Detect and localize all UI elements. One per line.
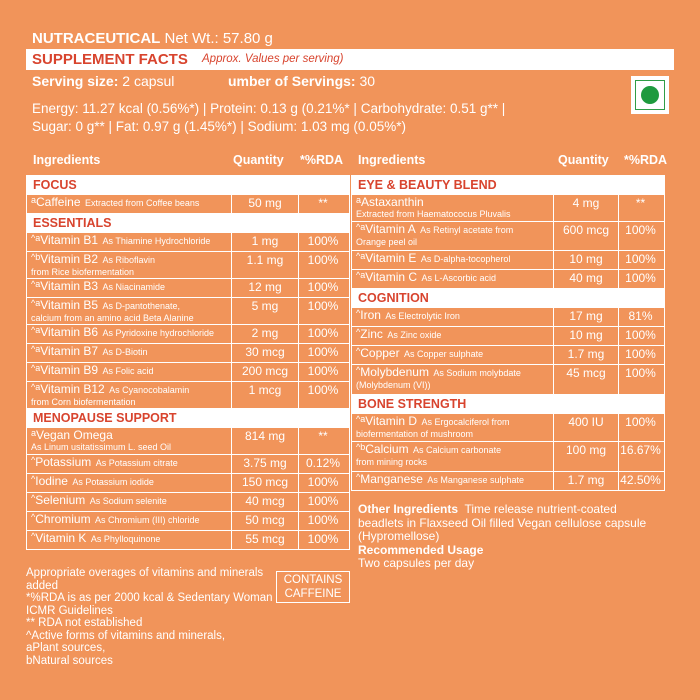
quantity-cell: 12 mg bbox=[232, 279, 299, 297]
table-row bbox=[352, 195, 664, 222]
supplement-facts-bar bbox=[26, 49, 674, 70]
ingredient-note: As Phylloquinone bbox=[90, 534, 161, 544]
source-marker: ^ bbox=[356, 308, 361, 318]
ingredient-name: Iodine bbox=[35, 474, 68, 488]
table-row bbox=[352, 472, 664, 491]
rda-cell: 100% bbox=[307, 494, 339, 508]
rda-cell: 100% bbox=[307, 383, 339, 397]
table-row bbox=[27, 279, 349, 298]
ingredient-note: As Thiamine Hydrochloride bbox=[102, 236, 211, 246]
ingredient-name: Vitamin C bbox=[365, 270, 418, 284]
source-marker: ^b bbox=[31, 252, 41, 262]
ingredient-cell bbox=[352, 414, 554, 441]
table-row bbox=[352, 251, 664, 270]
ingredient-name: Vitamin B6 bbox=[40, 325, 99, 339]
quantity-cell: 10 mg bbox=[554, 251, 619, 269]
source-marker: ^ bbox=[31, 493, 36, 503]
ingredient-cell bbox=[352, 442, 554, 471]
quantity-cell: 1.7 mg bbox=[554, 346, 619, 364]
rda-cell: 100% bbox=[307, 475, 339, 489]
ingredient-cell bbox=[352, 327, 554, 345]
table-row bbox=[352, 327, 664, 346]
ingredient-name: Vitamin B12 bbox=[40, 382, 105, 396]
table-row bbox=[27, 195, 349, 214]
brand-name: NUTRACEUTICAL bbox=[32, 30, 161, 47]
source-marker: ^a bbox=[31, 344, 41, 354]
section-heading: COGNITION bbox=[352, 289, 664, 308]
rda-cell: 100% bbox=[307, 253, 339, 267]
table-row bbox=[352, 222, 664, 251]
other-ingredients bbox=[358, 503, 658, 571]
quantity-cell: 5 mg bbox=[232, 298, 299, 324]
ingredient-note: As Folic acid bbox=[102, 366, 154, 376]
quantity-cell: 45 mcg bbox=[554, 365, 619, 394]
product-header bbox=[32, 30, 273, 47]
ingredient-note: As Retinyl acetate from bbox=[420, 225, 514, 235]
quantity-cell: 40 mg bbox=[554, 270, 619, 288]
ingredient-cell bbox=[352, 251, 554, 269]
source-marker: ^b bbox=[356, 442, 366, 452]
source-marker: ^a bbox=[31, 325, 41, 335]
ingredient-cell bbox=[27, 428, 232, 454]
ingredient-note: As Riboflavin bbox=[102, 255, 156, 265]
rda-cell: 100% bbox=[625, 415, 656, 429]
ingredient-name: Vegan Omega bbox=[36, 428, 113, 442]
table-row bbox=[352, 442, 664, 472]
ingredient-name: Vitamin A bbox=[365, 222, 416, 236]
ingredient-note: As Ergocalciferol from bbox=[421, 417, 510, 427]
section-heading: ESSENTIALS bbox=[27, 214, 349, 233]
ingredient-note-2: calcium from an amino acid Beta Alanine bbox=[31, 313, 194, 323]
ingredient-name: Vitamin B3 bbox=[40, 279, 99, 293]
ingredient-name: Astaxanthin bbox=[361, 195, 424, 209]
rda-cell: 100% bbox=[307, 532, 339, 546]
ingredient-cell bbox=[27, 344, 232, 362]
table-row bbox=[27, 531, 349, 550]
ingredient-name: Vitamin K bbox=[35, 531, 87, 545]
rda-cell: 16.67% bbox=[620, 443, 661, 457]
rda-cell: 100% bbox=[625, 347, 656, 361]
section-heading: FOCUS bbox=[27, 176, 349, 195]
ingredient-name: Zinc bbox=[360, 327, 383, 341]
serving-size-value: 2 capsul bbox=[122, 73, 175, 89]
table-row bbox=[27, 493, 349, 512]
quantity-cell: 814 mg bbox=[232, 428, 299, 454]
ingredient-name: Vitamin B9 bbox=[40, 363, 99, 377]
quantity-cell: 30 mcg bbox=[232, 344, 299, 362]
table-row bbox=[27, 512, 349, 531]
ingredient-note-2: As Linum usitatissimum L. seed Oil bbox=[31, 442, 172, 452]
serving-size-label: Serving size: bbox=[32, 73, 119, 89]
source-marker: ^a bbox=[356, 414, 366, 424]
ingredient-note-2: from Corn biofermentation bbox=[31, 397, 136, 407]
rda-cell: 100% bbox=[307, 513, 339, 527]
left-col-quantity: Quantity bbox=[233, 153, 284, 167]
quantity-cell: 1.1 mg bbox=[232, 252, 299, 278]
table-row bbox=[27, 428, 349, 455]
quantity-cell: 4 mg bbox=[554, 195, 619, 221]
quantity-cell: 10 mg bbox=[554, 327, 619, 345]
source-marker: a bbox=[356, 195, 362, 205]
other-ingredients-text: Time release nutrient-coated beadlets in Flaxseed Oil filled Vegan cellulose capsule (Hypromellose) bbox=[358, 502, 647, 543]
source-marker: ^a bbox=[31, 382, 41, 392]
ingredient-note: As D-pantothenate, bbox=[102, 301, 181, 311]
source-marker: ^ bbox=[31, 474, 36, 484]
rda-cell: 100% bbox=[625, 366, 656, 380]
table-row bbox=[27, 474, 349, 493]
source-marker: ^ bbox=[31, 531, 36, 541]
footnote: aPlant sources, bbox=[26, 642, 106, 654]
supplement-facts-subtitle: Approx. Values per serving) bbox=[202, 53, 344, 65]
vegetarian-mark-icon bbox=[631, 76, 669, 114]
rda-cell: 100% bbox=[625, 271, 656, 285]
other-ingredients-label: Other Ingredients bbox=[358, 502, 459, 516]
ingredient-name: Vitamin E bbox=[365, 251, 417, 265]
ingredient-name: Molybdenum bbox=[360, 365, 429, 379]
section-heading: BONE STRENGTH bbox=[352, 395, 664, 414]
rda-cell: 100% bbox=[307, 326, 339, 340]
quantity-cell: 1 mcg bbox=[232, 382, 299, 408]
quantity-cell: 600 mcg bbox=[554, 222, 619, 250]
ingredient-note: As Manganese sulphate bbox=[427, 475, 524, 485]
source-marker: ^a bbox=[31, 233, 41, 243]
ingredient-cell bbox=[27, 474, 232, 492]
quantity-cell: 400 IU bbox=[554, 414, 619, 441]
quantity-cell: 50 mg bbox=[232, 195, 299, 213]
ingredient-note-2: Extracted from Haematococus Pluvalis bbox=[356, 209, 511, 219]
ingredient-note: Extracted from Coffee beans bbox=[84, 198, 200, 208]
source-marker: a bbox=[31, 428, 37, 438]
ingredient-cell bbox=[27, 512, 232, 530]
rda-cell: 81% bbox=[628, 309, 653, 323]
right-col-rda: *%RDA bbox=[624, 153, 668, 167]
ingredient-cell bbox=[352, 308, 554, 326]
rda-cell: 100% bbox=[307, 299, 339, 313]
ingredient-name: Vitamin D bbox=[365, 414, 418, 428]
ingredient-name: Caffeine bbox=[36, 195, 81, 209]
rda-cell: 100% bbox=[307, 364, 339, 378]
footnote: *%RDA is as per 2000 kcal & Sedentary Woman ICMR Guidelines bbox=[26, 592, 273, 617]
ingredient-note: As Calcium carbonate bbox=[413, 445, 502, 455]
quantity-cell: 1 mg bbox=[232, 233, 299, 251]
quantity-cell: 1.7 mg bbox=[554, 472, 619, 490]
net-weight: Net Wt.: 57.80 g bbox=[164, 30, 273, 47]
ingredient-name: Chromium bbox=[35, 512, 91, 526]
ingredient-cell bbox=[352, 222, 554, 250]
source-marker: ^ bbox=[31, 455, 36, 465]
footnote: Appropriate overages of vitamins and minerals added bbox=[26, 567, 264, 592]
ingredient-cell bbox=[352, 270, 554, 288]
ingredient-note-2: biofermentation of mushroom bbox=[356, 429, 474, 439]
source-marker: ^ bbox=[356, 472, 361, 482]
ingredient-name: Calcium bbox=[365, 442, 409, 456]
section-heading: MENOPAUSE SUPPORT bbox=[27, 409, 349, 428]
source-marker: ^ bbox=[356, 365, 361, 375]
table-row bbox=[352, 365, 664, 395]
ingredient-note-2: from Rice biofermentation bbox=[31, 267, 135, 277]
quantity-cell: 55 mcg bbox=[232, 531, 299, 549]
serving-size bbox=[32, 73, 174, 89]
rda-cell: ** bbox=[318, 429, 328, 443]
source-marker: ^a bbox=[31, 363, 41, 373]
source-marker: ^a bbox=[356, 222, 366, 232]
ingredient-note: As Niacinamide bbox=[102, 282, 166, 292]
table-row bbox=[352, 308, 664, 327]
ingredient-note: As Sodium selenite bbox=[89, 496, 167, 506]
footnote: ** RDA not established bbox=[26, 617, 143, 629]
ingredient-cell bbox=[27, 382, 232, 408]
quantity-cell: 40 mcg bbox=[232, 493, 299, 511]
ingredient-note: As Chromium (III) chloride bbox=[95, 515, 200, 525]
source-marker: ^a bbox=[356, 251, 366, 261]
quantity-cell: 50 mcg bbox=[232, 512, 299, 530]
ingredient-cell bbox=[27, 363, 232, 381]
recommended-usage-text: Two capsules per day bbox=[358, 556, 475, 570]
ingredient-cell bbox=[27, 252, 232, 278]
right-col-ingredients: Ingredients bbox=[358, 153, 426, 167]
source-marker: ^ bbox=[31, 512, 36, 522]
ingredient-name: Copper bbox=[360, 346, 400, 360]
quantity-cell: 17 mg bbox=[554, 308, 619, 326]
ingredient-name: Vitamin B7 bbox=[40, 344, 99, 358]
table-row bbox=[27, 233, 349, 252]
rda-cell: 0.12% bbox=[305, 456, 341, 470]
supplement-facts-title: SUPPLEMENT FACTS bbox=[32, 51, 188, 68]
ingredient-name: Vitamin B5 bbox=[40, 298, 99, 312]
contains-caffeine-box: CONTAINS CAFFEINE bbox=[276, 571, 350, 603]
ingredient-cell bbox=[27, 455, 232, 473]
rda-cell: 100% bbox=[307, 280, 339, 294]
ingredient-cell bbox=[27, 233, 232, 251]
table-row bbox=[27, 455, 349, 474]
ingredient-cell bbox=[27, 298, 232, 324]
ingredient-note: As Copper sulphate bbox=[404, 349, 484, 359]
ingredient-cell bbox=[27, 195, 232, 213]
quantity-cell: 200 mcg bbox=[232, 363, 299, 381]
ingredient-cell bbox=[27, 279, 232, 297]
ingredient-note: As D-Biotin bbox=[102, 347, 148, 357]
rda-cell: 100% bbox=[625, 328, 656, 342]
left-col-ingredients: Ingredients bbox=[33, 153, 101, 167]
source-marker: a bbox=[31, 195, 37, 205]
ingredient-cell bbox=[27, 325, 232, 343]
ingredient-cell bbox=[352, 472, 554, 490]
ingredient-note: As Electrolytic Iron bbox=[385, 311, 460, 321]
ingredient-note: As Potassium citrate bbox=[95, 458, 178, 468]
number-of-servings bbox=[228, 73, 375, 89]
quantity-cell: 100 mg bbox=[554, 442, 619, 471]
table-row bbox=[27, 363, 349, 382]
rda-cell: 100% bbox=[307, 234, 339, 248]
ingredient-note: As Sodium molybdate bbox=[433, 368, 521, 378]
ingredient-note: As Potassium iodide bbox=[72, 477, 154, 487]
table-row bbox=[352, 270, 664, 289]
source-marker: ^ bbox=[356, 346, 361, 356]
energy-line-1: Energy: 11.27 kcal (0.56%*) | Protein: 0.13 g (0.21%* | Carbohydrate: 0.51 g** | bbox=[32, 101, 506, 116]
right-ingredients-table bbox=[351, 175, 665, 491]
energy-line-2: Sugar: 0 g** | Fat: 0.97 g (1.45%*) | Sodium: 1.03 mg (0.05%*) bbox=[32, 119, 406, 134]
table-row bbox=[27, 344, 349, 363]
source-marker: ^a bbox=[356, 270, 366, 280]
table-row bbox=[352, 346, 664, 365]
ingredient-cell bbox=[27, 493, 232, 511]
rda-cell: ** bbox=[635, 196, 646, 210]
ingredient-cell bbox=[27, 531, 232, 549]
footnotes bbox=[26, 567, 276, 667]
quantity-cell: 2 mg bbox=[232, 325, 299, 343]
ingredient-note-2: (Molybdenum (VI)) bbox=[356, 380, 431, 390]
ingredient-name: Iron bbox=[360, 308, 381, 322]
servings-label: umber of Servings: bbox=[228, 73, 356, 89]
ingredient-cell bbox=[352, 346, 554, 364]
rda-cell: 100% bbox=[625, 252, 656, 266]
ingredient-note: As Pyridoxine hydrochloride bbox=[102, 328, 215, 338]
source-marker: ^a bbox=[31, 298, 41, 308]
ingredient-name: Potassium bbox=[35, 455, 92, 469]
section-heading: EYE & BEAUTY BLEND bbox=[352, 176, 664, 195]
table-row bbox=[27, 382, 349, 409]
source-marker: ^a bbox=[31, 279, 41, 289]
ingredient-note: As Cyanocobalamin bbox=[109, 385, 190, 395]
source-marker: ^ bbox=[356, 327, 361, 337]
ingredient-note: As D-alpha-tocopherol bbox=[420, 254, 511, 264]
rda-cell: 42.50% bbox=[620, 473, 661, 487]
quantity-cell: 3.75 mg bbox=[232, 455, 299, 473]
rda-cell: 100% bbox=[307, 345, 339, 359]
servings-value: 30 bbox=[359, 73, 376, 89]
ingredient-cell bbox=[352, 365, 554, 394]
ingredient-note-2: from mining rocks bbox=[356, 457, 428, 467]
ingredient-note: As L-Ascorbic acid bbox=[421, 273, 497, 283]
quantity-cell: 150 mcg bbox=[232, 474, 299, 492]
table-row bbox=[27, 325, 349, 344]
ingredient-cell bbox=[352, 195, 554, 221]
table-row bbox=[27, 298, 349, 325]
table-row bbox=[352, 414, 664, 442]
ingredient-name: Selenium bbox=[35, 493, 86, 507]
table-row bbox=[27, 252, 349, 279]
footnote: bNatural sources bbox=[26, 654, 113, 667]
rda-cell: 100% bbox=[625, 223, 656, 237]
rda-cell: ** bbox=[318, 196, 328, 210]
ingredient-note-2: Orange peel oil bbox=[356, 237, 418, 247]
left-col-rda: *%RDA bbox=[300, 153, 344, 167]
ingredient-note: As Zinc oxide bbox=[387, 330, 442, 340]
ingredient-name: Vitamin B1 bbox=[40, 233, 99, 247]
right-col-quantity: Quantity bbox=[558, 153, 609, 167]
ingredient-name: Vitamin B2 bbox=[40, 252, 99, 266]
recommended-usage-label: Recommended Usage bbox=[358, 542, 484, 557]
footnote: ^Active forms of vitamins and minerals, bbox=[26, 629, 226, 642]
ingredient-name: Manganese bbox=[360, 472, 423, 486]
left-ingredients-table bbox=[26, 175, 350, 550]
